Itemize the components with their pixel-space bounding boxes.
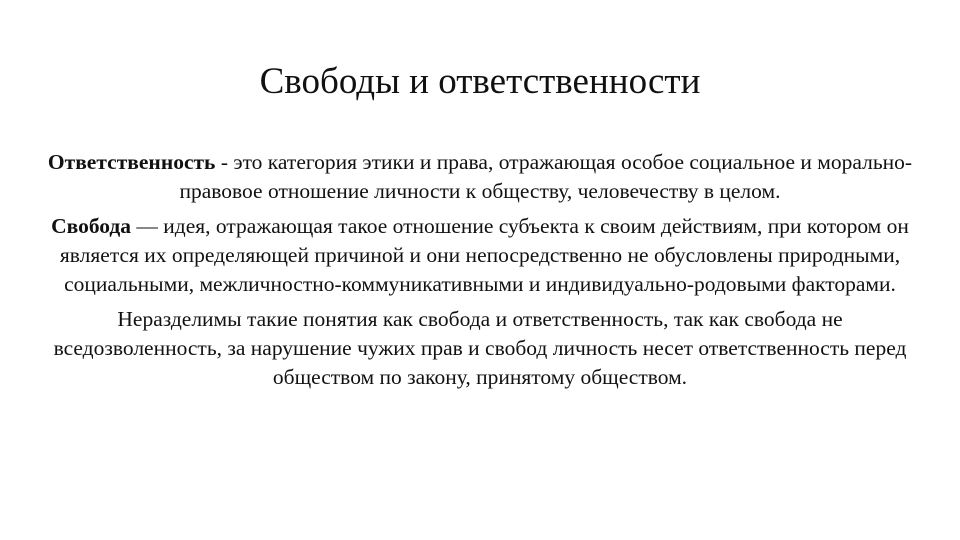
paragraph-freedom-definition xyxy=(40,212,920,299)
paragraph-conclusion: Неразделимы такие понятия как свобода и ответственность, так как свобода не вседозволенность, за нарушение чужих прав и свобод личность несет ответственность перед обществом по закону, принятому обществом. xyxy=(53,307,907,389)
slide-body xyxy=(40,148,920,398)
term-responsibility: Ответственность xyxy=(47,150,216,174)
slide-title: Свободы и ответственности xyxy=(259,61,701,102)
definition-freedom: — идея, отражающая такое отношение субъекта к своим действиям, при котором он является их определяющей причиной и они непосредственно не обусловлены природными, социальными, межличностно-коммуникативными и индивидуально-родовыми факторами. xyxy=(59,214,909,296)
paragraph-responsibility-definition xyxy=(40,148,920,206)
term-freedom: Свобода xyxy=(51,214,132,238)
definition-responsibility: - это категория этики и права, отражающая особое социальное и морально-правовое отношение личности к обществу, человечеству в целом. xyxy=(179,150,913,203)
